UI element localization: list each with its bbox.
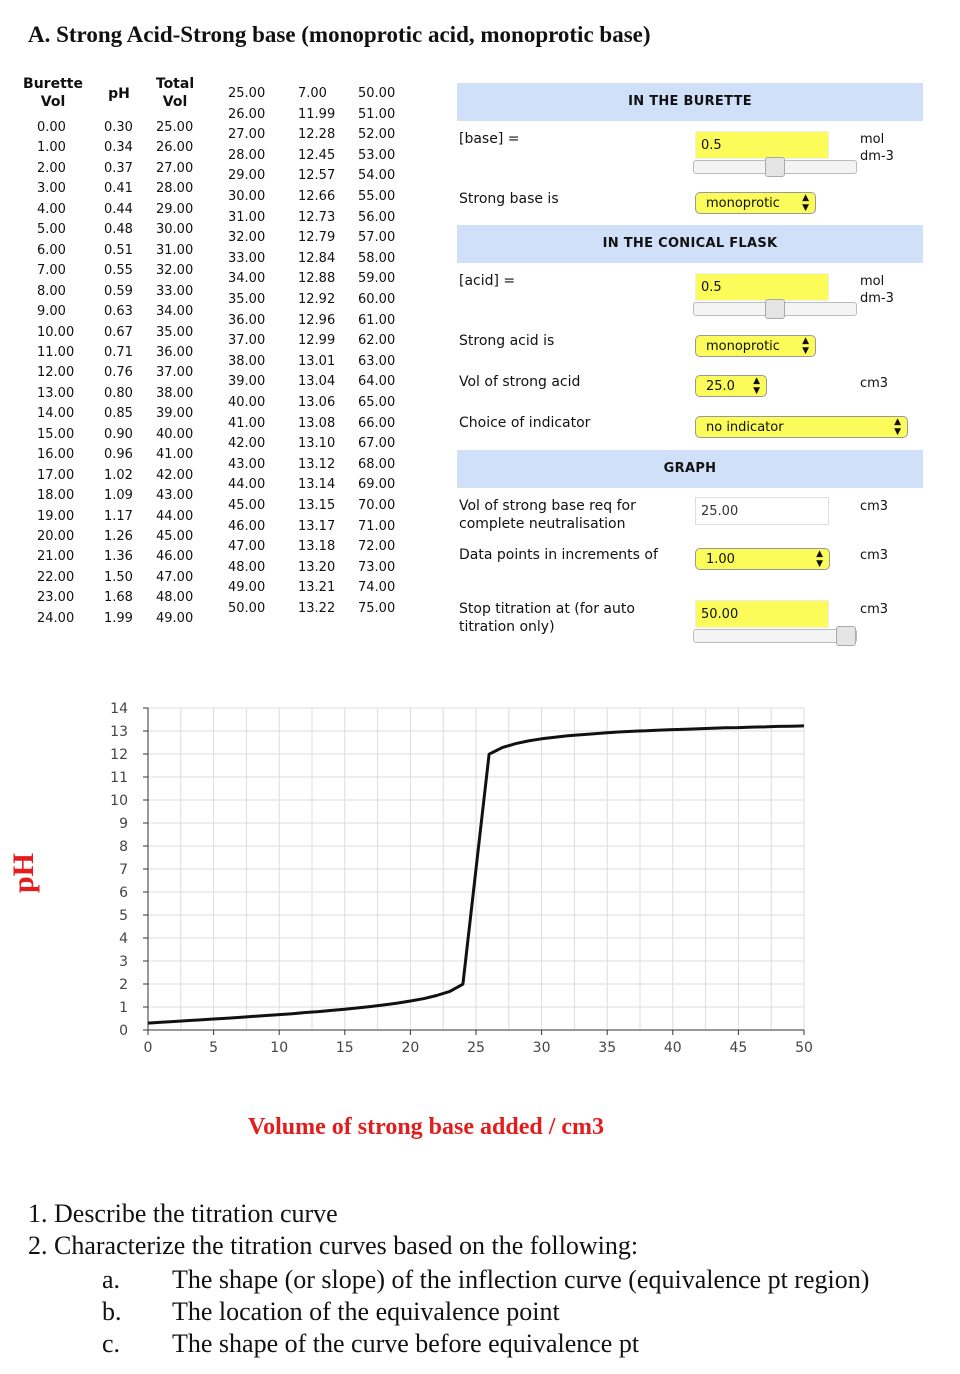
- table1-cell: 48.00: [156, 590, 194, 606]
- question-2a-letter: a.: [102, 1265, 121, 1294]
- base-unit: [860, 131, 894, 165]
- y-tick-label: 12: [110, 747, 128, 763]
- table2-cell: 12.88: [298, 271, 336, 287]
- table1-cell: 34.00: [156, 304, 194, 320]
- table1-cell: 13.00: [37, 385, 75, 401]
- stop-titration-input[interactable]: 50.00: [695, 600, 829, 628]
- indicator-select[interactable]: [695, 416, 908, 438]
- table2-cell: 47.00: [228, 539, 266, 555]
- page-title: A. Strong Acid-Strong base (monoprotic acid, monoprotic base): [28, 22, 651, 47]
- table1-cell: 32.00: [156, 263, 194, 279]
- vol-required-line2: complete neutralisation: [459, 516, 626, 532]
- select-arrows-icon: ▲ ▼: [802, 193, 809, 213]
- table2-cell: 13.12: [298, 456, 336, 472]
- indicator-select-value: no indicator: [706, 420, 784, 435]
- table2-cell: 13.20: [298, 559, 336, 575]
- table2-cell: 53.00: [358, 147, 396, 163]
- table1-cell: 0.63: [104, 304, 133, 320]
- table2-cell: 11.99: [298, 106, 336, 122]
- table1-cell: 0.96: [104, 447, 133, 463]
- table1-cell: 49.00: [156, 610, 194, 626]
- table2-cell: 26.00: [228, 106, 266, 122]
- table2-cell: 12.66: [298, 189, 336, 204]
- table2-cell: 62.00: [358, 333, 396, 349]
- base-concentration-label: [base] =: [459, 131, 520, 147]
- table2-cell: 48.00: [228, 559, 266, 575]
- header-burette-line2: Vol: [40, 94, 66, 110]
- table1-cell: 1.50: [104, 569, 133, 585]
- acid-unit-line1: mol: [860, 274, 885, 289]
- select-arrows-icon: ▲ ▼: [816, 549, 823, 569]
- table2-cell: 34.00: [228, 271, 266, 287]
- table2-cell: 12.73: [298, 209, 336, 225]
- table2-cell: 13.08: [298, 415, 336, 431]
- header-total-line1: Total: [155, 76, 195, 92]
- acid-unit: [860, 273, 894, 307]
- strong-base-label: Strong base is: [459, 191, 559, 207]
- titration-chart: [0, 680, 860, 1080]
- table2-cell: 61.00: [358, 312, 396, 328]
- table2-cell: 32.00: [228, 230, 266, 246]
- table2-cell: 41.00: [228, 415, 266, 431]
- table2-cell: 51.00: [358, 106, 396, 122]
- stop-titration-line2: titration only): [459, 619, 555, 635]
- vol-required-output: 25.00: [695, 497, 829, 525]
- table1-cell: 1.26: [104, 529, 133, 544]
- x-tick-label: 30: [532, 1040, 551, 1056]
- table1-cell: 28.00: [156, 181, 194, 197]
- table2-cell: 12.92: [298, 292, 336, 307]
- table1-cell: 6.00: [37, 242, 66, 258]
- stop-titration-unit: cm3: [860, 602, 889, 617]
- table1-cell: 11.00: [37, 344, 75, 360]
- table2-cell: 12.99: [298, 333, 336, 349]
- table1-cell: 9.00: [37, 304, 66, 320]
- table1-cell: 42.00: [156, 467, 194, 483]
- table2-cell: 13.06: [298, 395, 336, 410]
- table1-cell: 10.00: [37, 324, 75, 340]
- question-2c-text: The shape of the curve before equivalence pt: [172, 1329, 640, 1358]
- table1-cell: 4.00: [37, 201, 66, 217]
- acid-concentration-slider[interactable]: [693, 302, 857, 316]
- table2-cell: 13.17: [298, 518, 336, 534]
- slider-thumb[interactable]: [765, 299, 785, 319]
- table1-cell: 47.00: [156, 569, 194, 585]
- table2-cell: 40.00: [228, 395, 266, 410]
- table2-cell: 38.00: [228, 353, 266, 369]
- header-total-line2: Vol: [162, 94, 188, 110]
- table1-cell: 37.00: [156, 365, 194, 381]
- table2-cell: 52.00: [358, 127, 396, 143]
- x-tick-label: 0: [143, 1040, 153, 1056]
- question-1: 1. Describe the titration curve: [28, 1199, 338, 1228]
- table1-cell: 36.00: [156, 344, 194, 360]
- table1-cell: 15.00: [37, 426, 75, 442]
- strong-acid-label: Strong acid is: [459, 333, 555, 349]
- table2-cell: 13.21: [298, 580, 336, 596]
- table1-cell: 0.48: [104, 222, 133, 238]
- vol-acid-unit: cm3: [860, 376, 889, 391]
- table2-cell: 56.00: [358, 209, 396, 225]
- table2-cell: 69.00: [358, 477, 396, 493]
- table1-cell: 38.00: [156, 385, 194, 401]
- stop-titration-slider[interactable]: [693, 629, 857, 643]
- y-tick-label: 6: [119, 885, 128, 901]
- table1-cell: 12.00: [37, 365, 75, 381]
- burette-section-header: IN THE BURETTE: [457, 83, 923, 121]
- table1-cell: 5.00: [37, 222, 66, 238]
- table2-cell: 13.01: [298, 353, 336, 369]
- table2-cell: 43.00: [228, 456, 266, 472]
- base-concentration-slider[interactable]: [693, 160, 857, 174]
- increments-unit: cm3: [860, 548, 889, 563]
- select-arrows-icon: ▲ ▼: [753, 376, 760, 396]
- x-tick-label: 15: [335, 1040, 354, 1056]
- vol-required-unit: cm3: [860, 499, 889, 514]
- table2-cell: 73.00: [358, 559, 396, 575]
- table1-cell: 1.00: [37, 140, 66, 156]
- table2-cell: 59.00: [358, 271, 396, 287]
- table2-cell: 68.00: [358, 456, 396, 472]
- y-tick-label: 11: [110, 770, 128, 786]
- table1-cell: 25.00: [156, 120, 194, 135]
- table2-cell: 12.79: [298, 230, 336, 246]
- table1-cell: 1.99: [104, 610, 133, 626]
- table1-cell: 35.00: [156, 324, 194, 340]
- x-tick-label: 20: [401, 1040, 420, 1056]
- table1-cell: 16.00: [37, 447, 75, 463]
- table1-cell: 0.67: [104, 324, 133, 340]
- table1-cell: 0.34: [104, 140, 133, 156]
- table1-cell: 31.00: [156, 242, 194, 258]
- table2-cell: 29.00: [228, 168, 266, 184]
- table2-cell: 7.00: [298, 86, 327, 101]
- vol-acid-select-value: 25.0: [706, 379, 735, 394]
- graph-section-header: GRAPH: [457, 450, 923, 488]
- base-unit-line1: mol: [860, 132, 885, 147]
- table2-cell: 27.00: [228, 127, 266, 143]
- table1-cell: 29.00: [156, 201, 194, 217]
- table2-cell: 33.00: [228, 250, 266, 266]
- acid-concentration-input[interactable]: 0.5: [695, 273, 829, 301]
- strong-acid-select[interactable]: [695, 335, 816, 357]
- table1-cell: 33.00: [156, 283, 194, 299]
- strong-base-select-value: monoprotic: [706, 196, 780, 211]
- y-tick-label: 10: [110, 793, 128, 809]
- y-tick-label: 5: [119, 908, 128, 924]
- table1-cell: 26.00: [156, 140, 194, 156]
- table1-cell: 27.00: [156, 160, 194, 176]
- base-concentration-input[interactable]: 0.5: [695, 131, 829, 159]
- table2-cell: 13.10: [298, 436, 336, 452]
- table1-cell: 0.51: [104, 242, 133, 258]
- y-tick-label: 14: [110, 701, 128, 717]
- question-2b-text: The location of the equivalence point: [172, 1297, 560, 1326]
- table2-cell: 66.00: [358, 415, 396, 431]
- y-axis-title: pH: [7, 852, 40, 893]
- table2-cell: 30.00: [228, 189, 266, 204]
- table2-cell: 74.00: [358, 580, 396, 596]
- table1-cell: 0.00: [37, 120, 66, 135]
- table2-cell: 58.00: [358, 250, 396, 266]
- table1-cell: 0.76: [104, 365, 133, 381]
- acid-concentration-label: [acid] =: [459, 273, 516, 289]
- table1-cell: 2.00: [37, 160, 66, 176]
- table1-cell: 44.00: [156, 508, 194, 524]
- strong-base-select[interactable]: [695, 192, 816, 214]
- table1-cell: 1.36: [104, 549, 133, 565]
- y-tick-label: 0: [119, 1023, 128, 1039]
- table1-cell: 0.59: [104, 283, 133, 299]
- x-tick-label: 25: [467, 1040, 485, 1056]
- table1-cell: 20.00: [37, 529, 75, 544]
- table1-cell: 18.00: [37, 488, 75, 504]
- table1-cell: 46.00: [156, 549, 194, 565]
- x-tick-label: 10: [270, 1040, 289, 1056]
- table2-cell: 57.00: [358, 230, 396, 246]
- table2-cell: 50.00: [228, 601, 266, 616]
- y-tick-label: 9: [119, 816, 128, 832]
- table1-cell: 45.00: [156, 529, 194, 544]
- table2-cell: 13.18: [298, 539, 336, 555]
- table1-cell: 0.71: [104, 344, 133, 360]
- table1-cell: 0.44: [104, 201, 133, 217]
- x-tick-label: 40: [663, 1040, 682, 1056]
- table2-cell: 45.00: [228, 498, 266, 513]
- table2-cell: 31.00: [228, 209, 266, 225]
- table2-cell: 46.00: [228, 518, 266, 534]
- table2-cell: 75.00: [358, 601, 396, 616]
- acid-unit-line2: dm-3: [860, 291, 894, 306]
- table2-cell: 12.57: [298, 168, 336, 184]
- table1-cell: 19.00: [37, 508, 75, 524]
- table2-cell: 13.04: [298, 374, 336, 390]
- table1-cell: 41.00: [156, 447, 194, 463]
- select-arrows-icon: ▲ ▼: [802, 336, 809, 356]
- table1-cell: 1.68: [104, 590, 133, 606]
- table2-cell: 44.00: [228, 477, 266, 493]
- table1-cell: 43.00: [156, 488, 194, 504]
- increments-select[interactable]: [695, 548, 830, 570]
- increments-label: Data points in increments of: [459, 547, 658, 563]
- table2-cell: 64.00: [358, 374, 396, 390]
- table1-cell: 0.85: [104, 406, 133, 422]
- table2-cell: 42.00: [228, 436, 266, 452]
- vol-acid-label: Vol of strong acid: [459, 374, 581, 390]
- y-tick-label: 7: [119, 862, 128, 878]
- y-tick-label: 2: [119, 977, 128, 993]
- table1-cell: 0.30: [104, 120, 133, 135]
- y-tick-label: 13: [110, 724, 128, 740]
- table2-cell: 12.96: [298, 312, 336, 328]
- table2-cell: 71.00: [358, 518, 396, 534]
- header-burette-line1: Burette: [23, 76, 83, 92]
- table2-cell: 12.84: [298, 250, 336, 266]
- stop-titration-line1: Stop titration at (for auto: [459, 601, 635, 617]
- table2-cell: 36.00: [228, 312, 266, 328]
- y-tick-label: 3: [119, 954, 128, 970]
- slider-thumb[interactable]: [836, 626, 856, 646]
- table2-cell: 28.00: [228, 147, 266, 163]
- table1-cell: 3.00: [37, 181, 66, 197]
- flask-section-header: IN THE CONICAL FLASK: [457, 225, 923, 263]
- table2-cell: 12.28: [298, 127, 336, 143]
- table1-cell: 21.00: [37, 549, 75, 565]
- table2-cell: 49.00: [228, 580, 266, 596]
- table2-cell: 13.22: [298, 601, 336, 616]
- table2-cell: 13.14: [298, 477, 336, 493]
- x-tick-label: 35: [598, 1040, 617, 1056]
- table1-cell: 1.09: [104, 488, 133, 504]
- table1-cell: 0.41: [104, 181, 133, 197]
- header-total-vol: [148, 75, 202, 111]
- strong-acid-select-value: monoprotic: [706, 339, 780, 354]
- slider-thumb[interactable]: [765, 157, 785, 177]
- table2-cell: 39.00: [228, 374, 266, 390]
- table1-cell: 39.00: [156, 406, 194, 422]
- table1-cell: 8.00: [37, 283, 66, 299]
- x-tick-label: 5: [209, 1040, 219, 1056]
- table2-cell: 67.00: [358, 436, 396, 452]
- table1-cell: 22.00: [37, 569, 75, 585]
- table1-cell: 0.90: [104, 426, 133, 442]
- table1-cell: 0.55: [104, 263, 133, 279]
- question-2c-letter: c.: [102, 1329, 121, 1358]
- question-2a-text: The shape (or slope) of the inflection curve (equivalence pt region): [172, 1265, 870, 1294]
- table2-cell: 72.00: [358, 539, 396, 555]
- table2-cell: 37.00: [228, 333, 266, 349]
- table2-cell: 13.15: [298, 498, 336, 513]
- y-tick-label: 1: [119, 1000, 128, 1016]
- header-burette-vol: [20, 75, 86, 111]
- x-axis-title: Volume of strong base added / cm3: [248, 1114, 605, 1140]
- stop-titration-label: [459, 600, 635, 636]
- table1-cell: 0.80: [104, 385, 133, 401]
- question-2b-letter: b.: [102, 1297, 122, 1326]
- table2-cell: 25.00: [228, 86, 266, 101]
- table2-cell: 63.00: [358, 353, 396, 369]
- table1-cell: 17.00: [37, 467, 75, 483]
- table1-cell: 0.37: [104, 160, 133, 176]
- table1-cell: 1.17: [104, 508, 133, 524]
- vol-acid-select[interactable]: [695, 375, 767, 397]
- table2-cell: 50.00: [358, 86, 396, 101]
- vol-required-line1: Vol of strong base req for: [459, 498, 636, 514]
- x-tick-label: 50: [795, 1040, 813, 1056]
- table1-cell: 14.00: [37, 406, 75, 422]
- y-tick-label: 8: [119, 839, 128, 855]
- indicator-label: Choice of indicator: [459, 415, 591, 431]
- header-ph: pH: [108, 86, 130, 102]
- table1-cell: 1.02: [104, 467, 133, 483]
- table1-cell: 30.00: [156, 222, 194, 238]
- table1-cell: 24.00: [37, 610, 75, 626]
- base-unit-line2: dm-3: [860, 149, 894, 164]
- table2-cell: 54.00: [358, 168, 396, 184]
- table2-cell: 70.00: [358, 498, 396, 513]
- vol-required-label: [459, 497, 636, 533]
- table1-cell: 7.00: [37, 263, 66, 279]
- table2-cell: 12.45: [298, 147, 336, 163]
- increments-select-value: 1.00: [706, 552, 735, 567]
- table2-cell: 60.00: [358, 292, 396, 307]
- table2-cell: 65.00: [358, 395, 396, 410]
- x-tick-label: 45: [729, 1040, 748, 1056]
- table1-cell: 23.00: [37, 590, 75, 606]
- y-tick-label: 4: [119, 931, 128, 947]
- table2-cell: 35.00: [228, 292, 266, 307]
- question-2: 2. Characterize the titration curves based on the following:: [28, 1231, 639, 1260]
- select-arrows-icon: ▲ ▼: [894, 417, 901, 437]
- table1-cell: 40.00: [156, 426, 194, 442]
- table2-cell: 55.00: [358, 189, 396, 204]
